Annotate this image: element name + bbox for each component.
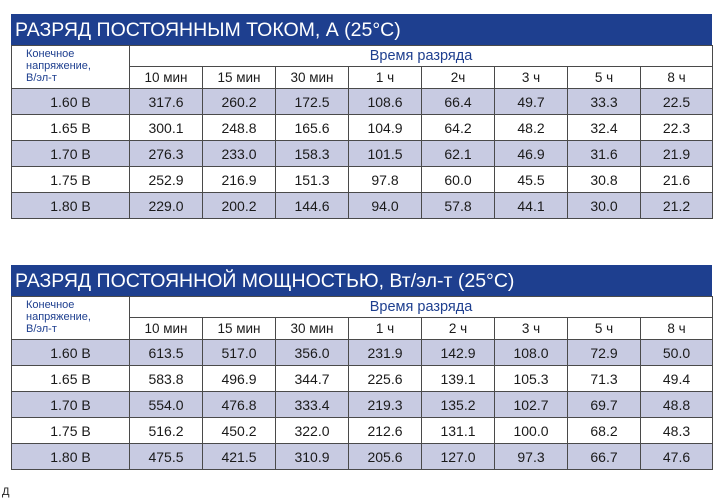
column-header: 3 ч	[495, 317, 568, 339]
value-cell: 172.5	[276, 89, 349, 115]
value-cell: 105.3	[495, 366, 568, 392]
voltage-cell: 1.70 В	[12, 141, 130, 167]
constant-power-panel	[11, 265, 712, 470]
value-cell: 333.4	[276, 392, 349, 418]
value-cell: 300.1	[130, 115, 203, 141]
value-cell: 104.9	[349, 115, 422, 141]
voltage-cell: 1.80 В	[12, 444, 130, 470]
value-cell: 613.5	[130, 340, 203, 366]
voltage-cell: 1.75 В	[12, 418, 130, 444]
value-cell: 200.2	[203, 193, 276, 219]
corner-label: Конечное напряжение, В/эл-т	[12, 46, 130, 89]
column-header: 2ч	[422, 66, 495, 88]
value-cell: 554.0	[130, 392, 203, 418]
value-cell: 583.8	[130, 366, 203, 392]
value-cell: 57.8	[422, 193, 495, 219]
constant-current-panel	[11, 14, 712, 219]
value-cell: 276.3	[130, 141, 203, 167]
value-cell: 49.7	[495, 89, 568, 115]
value-cell: 475.5	[130, 444, 203, 470]
value-cell: 108.6	[349, 89, 422, 115]
value-cell: 216.9	[203, 167, 276, 193]
column-header: 5 ч	[568, 66, 641, 88]
discharge-time-header: Время разряда	[130, 46, 713, 67]
table-row	[12, 392, 713, 418]
value-cell: 496.9	[203, 366, 276, 392]
value-cell: 108.0	[495, 340, 568, 366]
value-cell: 450.2	[203, 418, 276, 444]
voltage-cell: 1.75 В	[12, 167, 130, 193]
value-cell: 135.2	[422, 392, 495, 418]
value-cell: 47.6	[641, 444, 713, 470]
column-header: 8 ч	[641, 317, 713, 339]
voltage-cell: 1.60 В	[12, 89, 130, 115]
table-row	[12, 167, 713, 193]
value-cell: 46.9	[495, 141, 568, 167]
value-cell: 68.2	[568, 418, 641, 444]
value-cell: 476.8	[203, 392, 276, 418]
value-cell: 33.3	[568, 89, 641, 115]
value-cell: 219.3	[349, 392, 422, 418]
table-row	[12, 444, 713, 470]
value-cell: 517.0	[203, 340, 276, 366]
value-cell: 260.2	[203, 89, 276, 115]
value-cell: 48.8	[641, 392, 713, 418]
value-cell: 31.6	[568, 141, 641, 167]
value-cell: 48.2	[495, 115, 568, 141]
table-row	[12, 193, 713, 219]
value-cell: 32.4	[568, 115, 641, 141]
value-cell: 248.8	[203, 115, 276, 141]
value-cell: 231.9	[349, 340, 422, 366]
column-header: 15 мин	[203, 66, 276, 88]
table-row	[12, 141, 713, 167]
voltage-cell: 1.60 В	[12, 340, 130, 366]
value-cell: 516.2	[130, 418, 203, 444]
value-cell: 22.3	[641, 115, 713, 141]
value-cell: 21.2	[641, 193, 713, 219]
table-row	[12, 340, 713, 366]
value-cell: 64.2	[422, 115, 495, 141]
value-cell: 165.6	[276, 115, 349, 141]
value-cell: 97.8	[349, 167, 422, 193]
value-cell: 131.1	[422, 418, 495, 444]
value-cell: 100.0	[495, 418, 568, 444]
value-cell: 60.0	[422, 167, 495, 193]
value-cell: 310.9	[276, 444, 349, 470]
column-header: 1 ч	[349, 317, 422, 339]
value-cell: 142.9	[422, 340, 495, 366]
value-cell: 69.7	[568, 392, 641, 418]
voltage-cell: 1.80 В	[12, 193, 130, 219]
value-cell: 139.1	[422, 366, 495, 392]
value-cell: 229.0	[130, 193, 203, 219]
value-cell: 225.6	[349, 366, 422, 392]
value-cell: 30.0	[568, 193, 641, 219]
value-cell: 66.4	[422, 89, 495, 115]
column-header: 2 ч	[422, 317, 495, 339]
value-cell: 66.7	[568, 444, 641, 470]
constant-power-title: РАЗРЯД ПОСТОЯННОЙ МОЩНОСТЬЮ, Вт/эл-т (25°C)	[11, 265, 712, 296]
value-cell: 72.9	[568, 340, 641, 366]
column-header: 10 мин	[130, 66, 203, 88]
value-cell: 44.1	[495, 193, 568, 219]
value-cell: 71.3	[568, 366, 641, 392]
voltage-cell: 1.65 В	[12, 366, 130, 392]
value-cell: 205.6	[349, 444, 422, 470]
value-cell: 151.3	[276, 167, 349, 193]
column-header: 10 мин	[130, 317, 203, 339]
value-cell: 94.0	[349, 193, 422, 219]
column-header: 15 мин	[203, 317, 276, 339]
value-cell: 317.6	[130, 89, 203, 115]
value-cell: 30.8	[568, 167, 641, 193]
value-cell: 158.3	[276, 141, 349, 167]
voltage-cell: 1.65 В	[12, 115, 130, 141]
value-cell: 356.0	[276, 340, 349, 366]
constant-power-table	[11, 296, 713, 470]
constant-current-title: РАЗРЯД ПОСТОЯННЫМ ТОКОМ, А (25°C)	[11, 14, 712, 45]
column-header: 3 ч	[495, 66, 568, 88]
value-cell: 50.0	[641, 340, 713, 366]
column-header: 1 ч	[349, 66, 422, 88]
value-cell: 102.7	[495, 392, 568, 418]
value-cell: 421.5	[203, 444, 276, 470]
value-cell: 21.9	[641, 141, 713, 167]
column-header: 30 мин	[276, 317, 349, 339]
table-row	[12, 89, 713, 115]
value-cell: 344.7	[276, 366, 349, 392]
value-cell: 45.5	[495, 167, 568, 193]
value-cell: 212.6	[349, 418, 422, 444]
value-cell: 97.3	[495, 444, 568, 470]
value-cell: 144.6	[276, 193, 349, 219]
value-cell: 48.3	[641, 418, 713, 444]
value-cell: 101.5	[349, 141, 422, 167]
value-cell: 22.5	[641, 89, 713, 115]
voltage-cell: 1.70 В	[12, 392, 130, 418]
table-row	[12, 418, 713, 444]
column-header: 30 мин	[276, 66, 349, 88]
value-cell: 252.9	[130, 167, 203, 193]
constant-current-table	[11, 45, 713, 219]
value-cell: 62.1	[422, 141, 495, 167]
value-cell: 21.6	[641, 167, 713, 193]
table-row	[12, 366, 713, 392]
value-cell: 322.0	[276, 418, 349, 444]
column-header: 5 ч	[568, 317, 641, 339]
footnote-fragment: Д	[2, 486, 10, 498]
value-cell: 49.4	[641, 366, 713, 392]
discharge-time-header: Время разряда	[130, 297, 713, 318]
column-header: 8 ч	[641, 66, 713, 88]
value-cell: 127.0	[422, 444, 495, 470]
table-row	[12, 115, 713, 141]
value-cell: 233.0	[203, 141, 276, 167]
corner-label: Конечное напряжение, В/эл-т	[12, 297, 130, 340]
